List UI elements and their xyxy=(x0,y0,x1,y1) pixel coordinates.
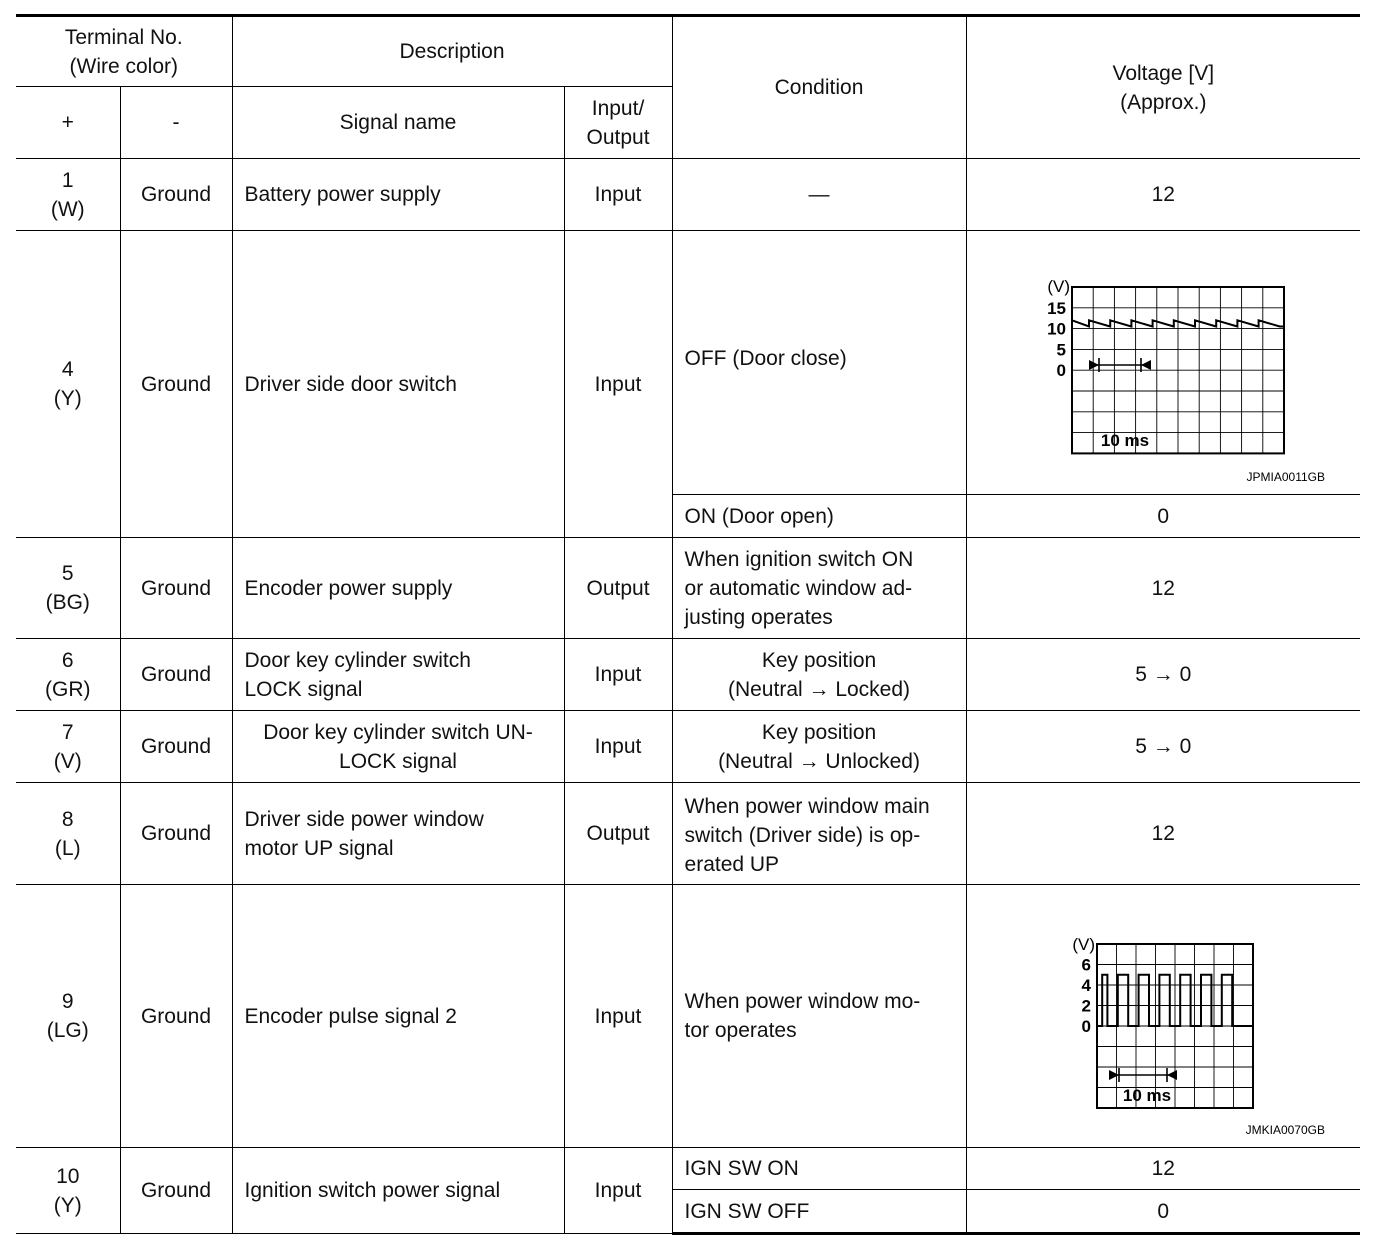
io-cell: Output xyxy=(564,538,672,639)
time-scale-label: 10 ms xyxy=(1100,430,1149,450)
header-minus: - xyxy=(120,87,232,159)
header-description: Description xyxy=(232,16,672,87)
table-row xyxy=(16,231,1360,495)
condition-cell: When power window main switch (Driver side) is op- erated UP xyxy=(672,783,966,885)
voltage-cell: 12 xyxy=(966,783,1360,885)
table-row xyxy=(16,885,1360,1148)
voltage-cell: 12 xyxy=(966,1148,1360,1190)
io-cell: Input xyxy=(564,159,672,231)
ground-cell: Ground xyxy=(120,885,232,1148)
y-tick-label: 0 xyxy=(1056,360,1066,380)
ground-cell: Ground xyxy=(120,159,232,231)
time-scale-arrowhead xyxy=(1089,360,1099,370)
io-cell: Input xyxy=(564,885,672,1148)
voltage-waveform-cell xyxy=(966,885,1360,1148)
terminal-cell: 5 (BG) xyxy=(16,538,120,639)
io-cell: Input xyxy=(564,1148,672,1234)
signal-name-cell: Encoder pulse signal 2 xyxy=(232,885,564,1148)
y-unit-label: (V) xyxy=(1046,276,1070,296)
header-input-output: Input/ Output xyxy=(564,87,672,159)
voltage-cell: 0 xyxy=(966,495,1360,538)
figure-code-label: JPMIA0011GB xyxy=(1246,469,1325,484)
terminal-cell: 7 (V) xyxy=(16,711,120,783)
time-scale-arrowhead xyxy=(1167,1070,1177,1080)
signal-name-cell: Driver side door switch xyxy=(232,231,564,538)
terminal-cell: 6 (GR) xyxy=(16,639,120,711)
table-row xyxy=(16,711,1360,783)
terminal-spec-table xyxy=(16,14,1360,1235)
time-scale-label: 10 ms xyxy=(1122,1085,1171,1105)
condition-cell: OFF (Door close) xyxy=(672,231,966,495)
signal-name-cell: Door key cylinder switch UN- LOCK signal xyxy=(232,711,564,783)
terminal-cell: 4 (Y) xyxy=(16,231,120,538)
y-tick-label: 4 xyxy=(1081,975,1091,995)
y-tick-label: 2 xyxy=(1081,996,1091,1015)
terminal-cell: 9 (LG) xyxy=(16,885,120,1148)
voltage-waveform-cell xyxy=(966,231,1360,495)
header-plus: + xyxy=(16,87,120,159)
condition-cell: Key position (Neutral → Unlocked) xyxy=(672,711,966,783)
ground-cell: Ground xyxy=(120,1148,232,1234)
y-tick-label: 0 xyxy=(1081,1016,1091,1036)
terminal-cell: 1 (W) xyxy=(16,159,120,231)
ground-cell: Ground xyxy=(120,783,232,885)
signal-name-cell: Driver side power window motor UP signal xyxy=(232,783,564,885)
header-voltage: Voltage [V] (Approx.) xyxy=(966,16,1360,159)
signal-name-cell: Ignition switch power signal xyxy=(232,1148,564,1234)
y-tick-label: 10 xyxy=(1046,319,1066,339)
condition-cell: When ignition switch ON or automatic window ad- justing operates xyxy=(672,538,966,639)
io-cell: Input xyxy=(564,711,672,783)
signal-name-cell: Door key cylinder switch LOCK signal xyxy=(232,639,564,711)
condition-cell: Key position (Neutral → Locked) xyxy=(672,639,966,711)
condition-cell: IGN SW OFF xyxy=(672,1190,966,1234)
ground-cell: Ground xyxy=(120,711,232,783)
io-cell: Input xyxy=(564,231,672,538)
header-condition: Condition xyxy=(672,16,966,159)
table-row xyxy=(16,1148,1360,1190)
voltage-cell: 12 xyxy=(966,538,1360,639)
condition-cell: When power window mo- tor operates xyxy=(672,885,966,1148)
voltage-cell: 0 xyxy=(966,1190,1360,1234)
ground-cell: Ground xyxy=(120,538,232,639)
terminal-cell: 8 (L) xyxy=(16,783,120,885)
terminal-cell: 10 (Y) xyxy=(16,1148,120,1234)
header-signal-name: Signal name xyxy=(232,87,564,159)
ground-cell: Ground xyxy=(120,231,232,538)
y-unit-label: (V) xyxy=(1071,934,1095,954)
table-row xyxy=(16,159,1360,231)
time-scale-arrowhead xyxy=(1109,1070,1119,1080)
voltage-cell: 5 → 0 xyxy=(966,639,1360,711)
table-row xyxy=(16,538,1360,639)
signal-name-cell: Encoder power supply xyxy=(232,538,564,639)
door-switch-waveform-chart xyxy=(979,232,1373,494)
y-tick-label: 5 xyxy=(1056,339,1066,359)
ground-cell: Ground xyxy=(120,639,232,711)
io-cell: Output xyxy=(564,783,672,885)
encoder-pulse-waveform-chart xyxy=(979,886,1373,1147)
signal-name-cell: Battery power supply xyxy=(232,159,564,231)
table-row xyxy=(16,783,1360,885)
header-terminal: Terminal No. (Wire color) xyxy=(16,16,232,87)
condition-cell: IGN SW ON xyxy=(672,1148,966,1190)
figure-code-label: JMKIA0070GB xyxy=(1245,1122,1325,1137)
y-tick-label: 15 xyxy=(1046,298,1066,318)
condition-cell: — xyxy=(672,159,966,231)
io-cell: Input xyxy=(564,639,672,711)
voltage-cell: 12 xyxy=(966,159,1360,231)
time-scale-arrowhead xyxy=(1141,360,1151,370)
voltage-cell: 5 → 0 xyxy=(966,711,1360,783)
y-tick-label: 6 xyxy=(1081,955,1091,974)
condition-cell: ON (Door open) xyxy=(672,495,966,538)
table-row xyxy=(16,639,1360,711)
